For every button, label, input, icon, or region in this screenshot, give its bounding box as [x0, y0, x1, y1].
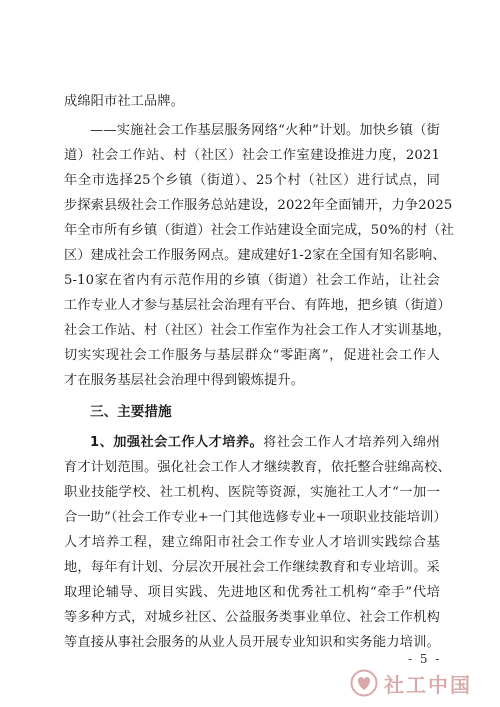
watermark — [350, 668, 490, 698]
measure-line: 育才计划范围。强化社会工作人才继续教育，依托整合驻绵高校、 — [64, 460, 451, 475]
measure-line: 地，每年有计划、分层次开展社会工作继续教育和专业培训。采 — [64, 560, 440, 575]
paragraph-line: 区）建成社会工作服务网点。建成建好1-2家在全国有知名影响、 — [64, 248, 446, 263]
measure-line: 等直接从事社会服务的从业人员开展专业知识和实务能力培训。 — [64, 635, 440, 650]
paragraph-line: 年全市所有乡镇（街道）社会工作站建设全面完成，50%的村（社 — [64, 223, 454, 238]
measure-line: 职业技能学校、社工机构、医院等资源，实施社工人才“一加一 — [64, 485, 440, 500]
watermark-text: 社工中国 — [384, 672, 472, 697]
paragraph-line: 步探索县级社会工作服务总站建设，2022年全面铺开，力争2025 — [64, 198, 453, 213]
section-heading: 三、主要措施 — [90, 404, 172, 420]
measure-line: 合一助”（社会工作专业+一门其他选修专业+一项职业技能培训） — [64, 510, 447, 525]
paragraph-line: 成绵阳市社工品牌。 — [64, 94, 185, 109]
measure-line: 人才培养工程，建立绵阳市社会工作专业人才培训实践综合基 — [64, 535, 440, 550]
paragraph-line: 工作专业人才参与基层社会治理有平台、有阵地，把乡镇（街道） — [64, 298, 451, 313]
paragraph-line: ——实施社会工作基层服务网络“火种”计划。加快乡镇（街 — [90, 123, 440, 138]
measure-title: 1、加强社会工作人才培养。 — [90, 435, 264, 450]
paragraph-line: 社会工作站、村（社区）社会工作室作为社会工作人才实训基地， — [64, 323, 451, 338]
paragraph-line: 道）社会工作站、村（社区）社会工作室建设推进力度，2021 — [64, 148, 440, 163]
paragraph-line: 切实实现社会工作服务与基层群众“零距离”，促进社会工作人 — [64, 348, 440, 363]
paragraph-line: 年全市选择25个乡镇（街道）、25个村（社区）进行试点，同 — [64, 173, 440, 188]
paragraph-line: 5-10家在省内有示范作用的乡镇（街道）社会工作站，让社会 — [64, 273, 440, 288]
watermark-heart-icon — [350, 669, 378, 697]
page-number: - 5 - — [408, 652, 442, 666]
paragraph-line: 才在服务基层社会治理中得到锻炼提升。 — [64, 373, 305, 388]
measure-line: 等多种方式，对城乡社区、公益服务类事业单位、社会工作机构 — [64, 610, 440, 625]
measure-line: 取理论辅导、项目实践、先进地区和优秀社工机构“牵手”代培 — [64, 585, 440, 600]
measure-text: 将社会工作人才培养列入绵州 — [263, 435, 440, 450]
measure-line — [90, 434, 440, 452]
